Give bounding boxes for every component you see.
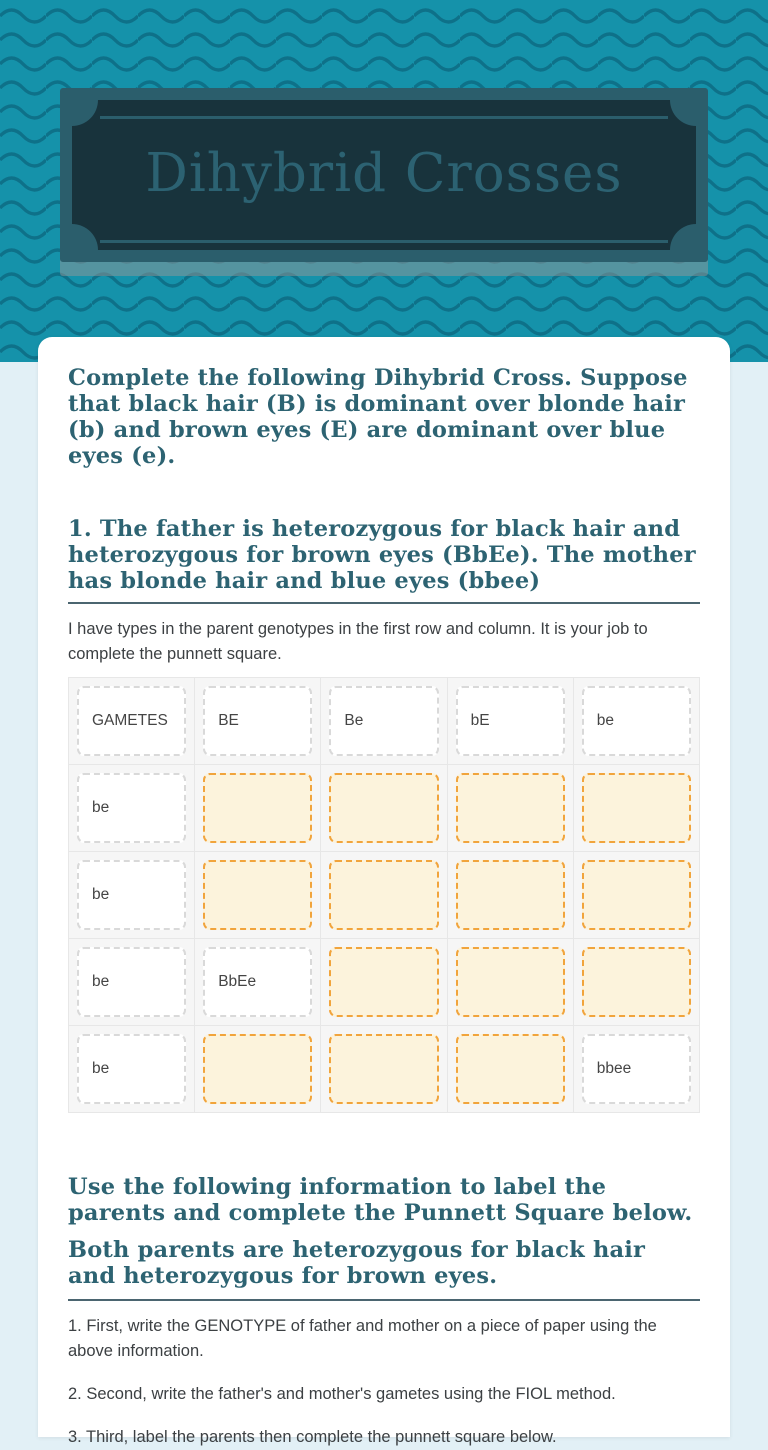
punnett-answer-slot[interactable] bbox=[329, 773, 438, 843]
punnett-label-box bbox=[77, 860, 186, 930]
punnett-cell bbox=[448, 678, 573, 764]
banner-top-rule bbox=[100, 116, 668, 119]
punnett-label-box bbox=[77, 1034, 186, 1104]
instruction-step-3: 3. Third, label the parents then complete the punnett square below. bbox=[68, 1428, 557, 1446]
punnett-cell bbox=[69, 678, 194, 764]
punnett-cell bbox=[574, 939, 699, 1025]
punnett-cell bbox=[574, 852, 699, 938]
punnett-cell bbox=[321, 678, 446, 764]
punnett-cell-text: Be bbox=[344, 712, 364, 729]
punnett-cell bbox=[69, 1026, 194, 1112]
banner-corner-ornament bbox=[72, 224, 98, 250]
punnett-answer-slot[interactable] bbox=[456, 1034, 565, 1104]
punnett-cell bbox=[448, 852, 573, 938]
punnett-answer-slot[interactable] bbox=[329, 860, 438, 930]
punnett-cell bbox=[321, 852, 446, 938]
punnett-cell bbox=[574, 678, 699, 764]
banner-bottom-rule bbox=[100, 240, 668, 243]
punnett-grid bbox=[68, 677, 700, 1113]
punnett-label-box bbox=[77, 947, 186, 1017]
punnett-cell bbox=[195, 678, 320, 764]
punnett-cell-text: bbee bbox=[596, 1060, 632, 1077]
punnett-cell-text: be bbox=[92, 973, 110, 990]
title-banner bbox=[60, 88, 708, 262]
section1-divider bbox=[68, 602, 700, 604]
punnett-cell bbox=[448, 765, 573, 851]
section1-heading: 1. The father is heterozygous for black hair and heterozygous for brown eyes (BbEe). The mother has blonde hair and blue eyes (bbee) bbox=[68, 516, 696, 594]
punnett-label-box bbox=[77, 773, 186, 843]
punnett-cell bbox=[448, 939, 573, 1025]
punnett-answer-slot[interactable] bbox=[582, 860, 691, 930]
punnett-label-box bbox=[77, 686, 186, 756]
punnett-cell bbox=[69, 852, 194, 938]
punnett-answer-slot[interactable] bbox=[456, 947, 565, 1017]
punnett-answer-slot[interactable] bbox=[203, 1034, 312, 1104]
punnett-cell-text: BbEe bbox=[218, 973, 257, 990]
punnett-label-box bbox=[582, 1034, 691, 1104]
punnett-cell bbox=[321, 939, 446, 1025]
punnett-answer-slot[interactable] bbox=[582, 773, 691, 843]
punnett-cell bbox=[195, 939, 320, 1025]
punnett-cell-text: be bbox=[596, 712, 615, 729]
banner-corner-ornament bbox=[670, 224, 696, 250]
instruction-step-2: 2. Second, write the father's and mother's gametes using the FIOL method. bbox=[68, 1385, 616, 1403]
punnett-answer-slot[interactable] bbox=[329, 1034, 438, 1104]
punnett-answer-slot[interactable] bbox=[456, 773, 565, 843]
instruction-step-1: 1. First, write the GENOTYPE of father and mother on a piece of paper using the above information. bbox=[68, 1317, 657, 1360]
intro-heading: Complete the following Dihybrid Cross. Suppose that black hair (B) is dominant over blonde hair (b) and brown eyes (E) are dominant over blue eyes (e). bbox=[68, 365, 688, 469]
punnett-cell-text: be bbox=[92, 799, 110, 816]
punnett-cell-text: GAMETES bbox=[92, 712, 168, 729]
content-card bbox=[38, 337, 730, 1446]
punnett-answer-slot[interactable] bbox=[203, 860, 312, 930]
punnett-cell bbox=[321, 1026, 446, 1112]
punnett-cell-text: BE bbox=[218, 712, 239, 729]
punnett-cell bbox=[574, 1026, 699, 1112]
punnett-label-box bbox=[203, 686, 312, 756]
worksheet-title: Dihybrid Crosses bbox=[145, 142, 623, 204]
punnett-cell-text: bE bbox=[470, 712, 490, 729]
section2-heading-1: Use the following information to label the parents and complete the Punnett Square below. bbox=[68, 1174, 693, 1226]
punnett-cell-text: be bbox=[92, 1060, 110, 1077]
punnett-answer-slot[interactable] bbox=[456, 860, 565, 930]
punnett-label-box bbox=[203, 947, 312, 1017]
punnett-label-box bbox=[456, 686, 565, 756]
banner-corner-ornament bbox=[670, 100, 696, 126]
punnett-cell bbox=[69, 765, 194, 851]
punnett-cell bbox=[195, 765, 320, 851]
punnett-cell bbox=[574, 765, 699, 851]
punnett-cell bbox=[195, 852, 320, 938]
punnett-cell bbox=[195, 1026, 320, 1112]
section2-divider bbox=[68, 1299, 700, 1301]
punnett-cell bbox=[69, 939, 194, 1025]
section2-heading-2: Both parents are heterozygous for black hair and heterozygous for brown eyes. bbox=[68, 1237, 646, 1289]
punnett-cell bbox=[321, 765, 446, 851]
punnett-answer-slot[interactable] bbox=[203, 773, 312, 843]
banner-corner-ornament bbox=[72, 100, 98, 126]
punnett-answer-slot[interactable] bbox=[582, 947, 691, 1017]
section1-instruction: I have types in the parent genotypes in the first row and column. It is your job to complete the punnett square. bbox=[68, 620, 648, 663]
punnett-cell bbox=[448, 1026, 573, 1112]
punnett-label-box bbox=[582, 686, 691, 756]
punnett-label-box bbox=[329, 686, 438, 756]
punnett-answer-slot[interactable] bbox=[329, 947, 438, 1017]
punnett-cell-text: be bbox=[92, 886, 110, 903]
